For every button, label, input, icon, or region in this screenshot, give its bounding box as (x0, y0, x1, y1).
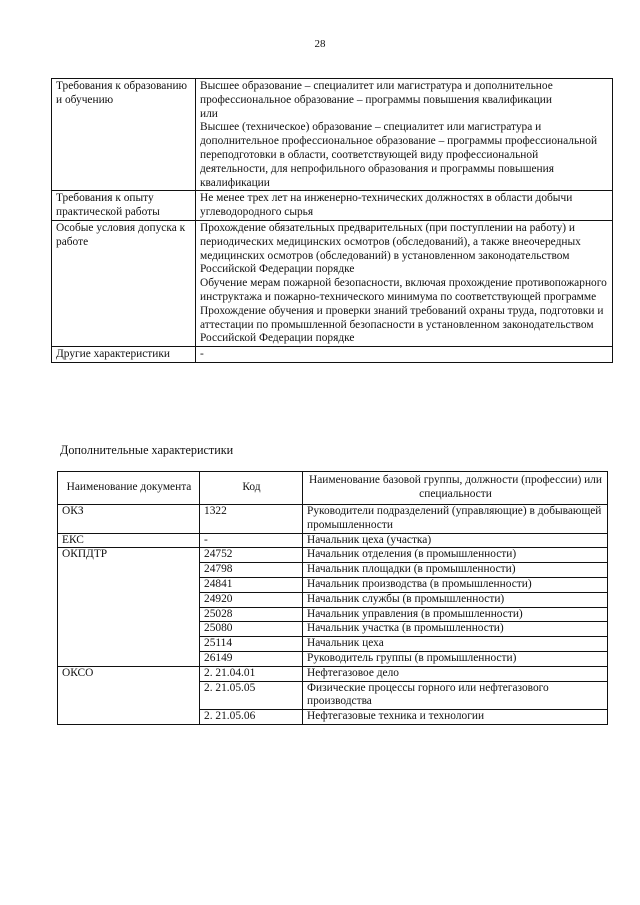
requirement-label: Особые условия допуска к работе (52, 220, 196, 346)
document-cell: ОКЗ (58, 505, 200, 534)
code-cell: 26149 (200, 651, 303, 666)
code-cell: 25028 (200, 607, 303, 622)
occupation-name-cell: Руководители подразделений (управляющие) в добывающей промышленности (303, 505, 608, 534)
requirement-row (52, 347, 613, 363)
classification-row (58, 681, 608, 710)
document-cell: ОКСО (58, 666, 200, 681)
requirement-row (52, 220, 613, 346)
occupation-name-cell: Начальник цеха (участка) (303, 533, 608, 548)
requirement-line: Прохождение обучения и проверки знаний требований охраны труда, подготовки и аттестации по промышленной безопасности в установленном законодательством Российской Федерации порядке (200, 304, 604, 345)
classification-row (58, 505, 608, 534)
code-cell: 2. 21.04.01 (200, 666, 303, 681)
header-document: Наименование документа (58, 472, 200, 505)
document-cell (58, 592, 200, 607)
page-number: 28 (314, 38, 326, 50)
code-cell: 24798 (200, 563, 303, 578)
classification-row (58, 607, 608, 622)
requirements-table (51, 78, 613, 363)
requirement-row (52, 191, 613, 221)
header-code: Код (200, 472, 303, 505)
code-cell: - (200, 533, 303, 548)
code-cell: 24920 (200, 592, 303, 607)
classification-row (58, 548, 608, 563)
requirement-line: Прохождение обязательных предварительных (при поступлении на работу) и периодических медицинских осмотров (обследований), а также внеочередных медицинских осмотров (обследований) в установленном законодательством Российской Федерации порядке (200, 221, 581, 276)
code-cell: 2. 21.05.06 (200, 710, 303, 725)
requirement-line: Обучение мерам пожарной безопасности, включая прохождение противопожарного инструктажа и пожарно-технического минимума по соответствующей программе (200, 277, 607, 303)
occupation-name-cell: Начальник отделения (в промышленности) (303, 548, 608, 563)
document-cell (58, 563, 200, 578)
occupation-name-cell: Начальник управления (в промышленности) (303, 607, 608, 622)
requirement-value (196, 220, 613, 346)
document-cell (58, 681, 200, 710)
requirement-value (196, 79, 613, 191)
classification-row (58, 533, 608, 548)
requirement-row (52, 79, 613, 191)
classification-row (58, 622, 608, 637)
classification-row (58, 710, 608, 725)
occupation-name-cell: Нефтегазовые техника и технологии (303, 710, 608, 725)
classification-row (58, 651, 608, 666)
code-cell: 24841 (200, 577, 303, 592)
section-title: Дополнительные характеристики (60, 443, 234, 457)
classification-row (58, 563, 608, 578)
document-cell (58, 651, 200, 666)
document-cell: ЕКС (58, 533, 200, 548)
requirement-label: Требования к опыту практической работы (52, 191, 196, 221)
classification-row (58, 592, 608, 607)
requirement-value (196, 347, 613, 363)
code-cell: 25114 (200, 637, 303, 652)
requirement-line: - (200, 348, 204, 361)
code-cell: 24752 (200, 548, 303, 563)
requirement-line: Высшее образование – специалитет или магистратура и дополнительное профессиональное образование – программы повышения квалификации (200, 80, 553, 106)
occupation-name-cell: Начальник участка (в промышленности) (303, 622, 608, 637)
requirement-line: Не менее трех лет на инженерно-технических должностях в области добычи углеводородного сырья (200, 192, 573, 219)
occupation-name-cell: Начальник цеха (303, 637, 608, 652)
requirement-label: Требования к образованию и обучению (52, 79, 196, 191)
requirement-label: Другие характеристики (52, 347, 196, 363)
requirement-value (196, 191, 613, 221)
document-cell (58, 577, 200, 592)
header-row (58, 472, 608, 505)
code-cell: 2. 21.05.05 (200, 681, 303, 710)
occupation-name-cell: Начальник производства (в промышленности) (303, 577, 608, 592)
occupation-name-cell: Нефтегазовое дело (303, 666, 608, 681)
code-cell: 25080 (200, 622, 303, 637)
occupation-name-cell: Начальник службы (в промышленности) (303, 592, 608, 607)
code-cell: 1322 (200, 505, 303, 534)
document-cell (58, 607, 200, 622)
occupation-name-cell: Физические процессы горного или нефтегазового производства (303, 681, 608, 710)
document-cell: ОКПДТР (58, 548, 200, 563)
classification-row (58, 666, 608, 681)
classification-row (58, 637, 608, 652)
document-cell (58, 622, 200, 637)
document-cell (58, 710, 200, 725)
classification-row (58, 577, 608, 592)
requirement-line: или (200, 107, 218, 120)
requirement-line: Высшее (техническое) образование – специалитет или магистратура и дополнительное профессиональное образование – программы профессиональной переподготовки в области, соответствующей виду профессиональной деятельности, для непрофильного образования и программы повышения квалификации (200, 121, 598, 189)
occupation-name-cell: Начальник площадки (в промышленности) (303, 563, 608, 578)
additional-characteristics-table (57, 471, 608, 725)
occupation-name-cell: Руководитель группы (в промышленности) (303, 651, 608, 666)
header-name: Наименование базовой группы, должности (профессии) или специальности (303, 472, 608, 505)
document-cell (58, 637, 200, 652)
